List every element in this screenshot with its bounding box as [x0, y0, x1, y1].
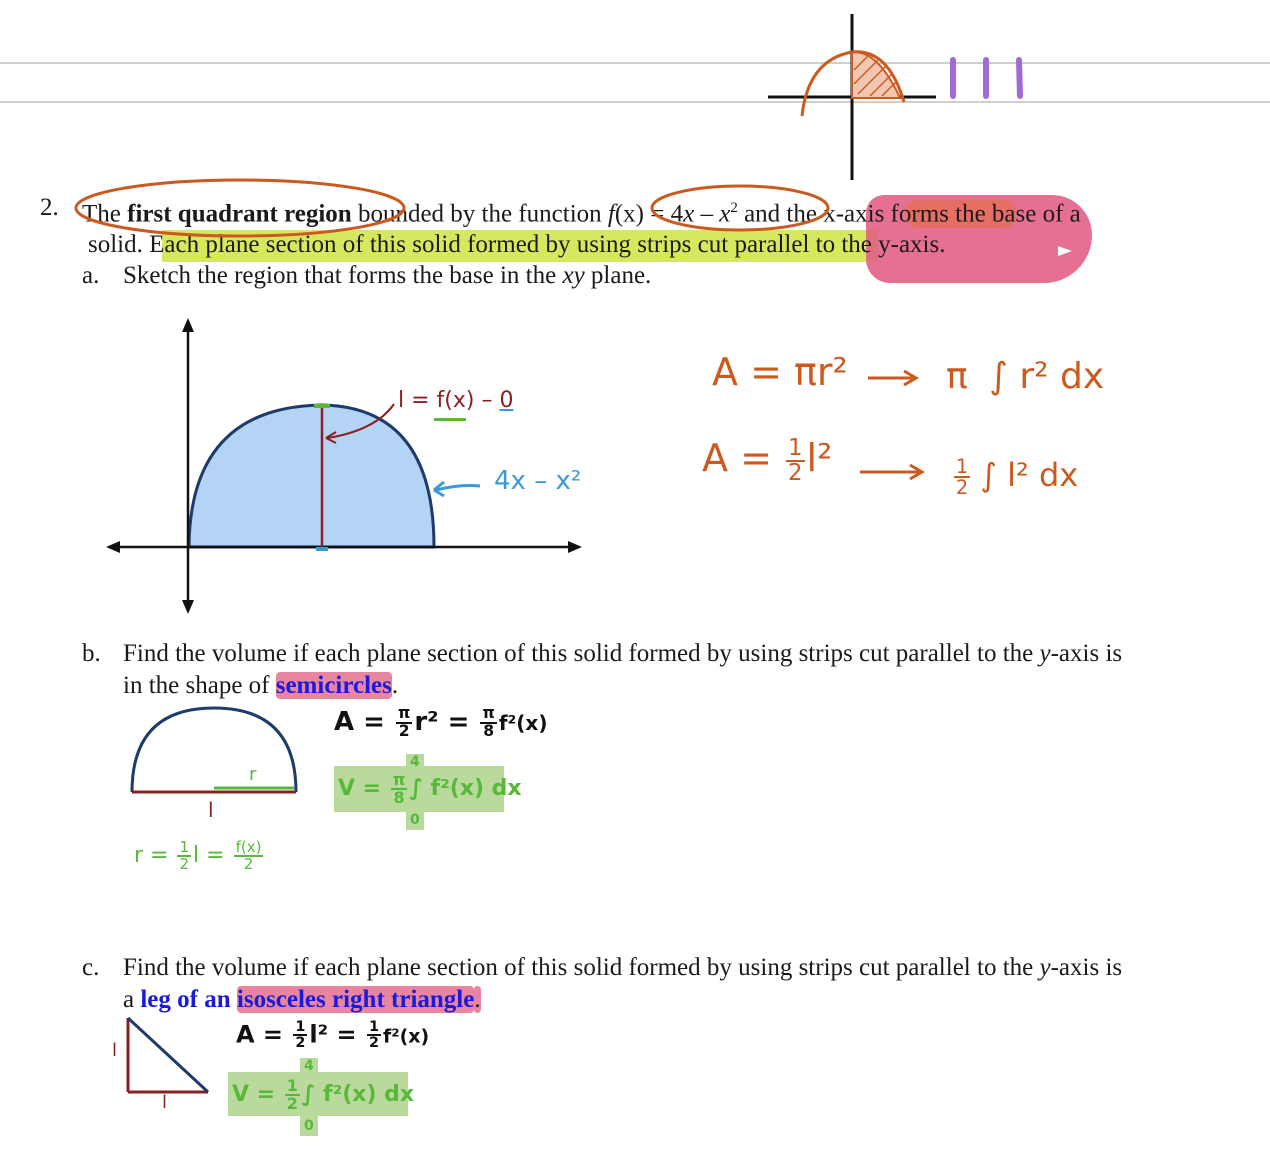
tri-c-a-lead: A =: [236, 1020, 292, 1049]
tri-v-body: ∫ f²(x) dx: [301, 1082, 415, 1107]
part-a-text-1: Sketch the region that forms the base in the: [123, 262, 563, 289]
triangle-base-label: l: [162, 1092, 168, 1113]
tri-c-l-sq: l² =: [309, 1020, 365, 1049]
fx-over-2-den: 2: [243, 855, 254, 873]
period-highlight: .: [474, 986, 481, 1013]
pi-over-2-den: 2: [398, 721, 410, 740]
ruled-line-bottom: [0, 101, 1270, 103]
r-eq-half: [177, 840, 191, 872]
leg-of-an-text: leg of an: [140, 986, 231, 1013]
part-b-y: y: [1039, 640, 1051, 667]
part-b-line-1: [123, 639, 1122, 669]
semicircle-upper-limit: 4: [410, 754, 420, 770]
intro-text-2: bounded by the function: [351, 200, 608, 228]
part-a-text: [123, 261, 651, 291]
intro-bold-phrase: first quadrant region: [127, 200, 352, 228]
tri-c-half-2: [367, 1020, 381, 1051]
fx-over-2: [234, 840, 264, 872]
ruled-line-top: [0, 62, 1270, 64]
white-arrow: [1056, 244, 1076, 258]
pi-over-8: [480, 706, 496, 739]
part-c-text-2: -axis is: [1050, 954, 1123, 981]
part-a-text-2: plane.: [584, 262, 652, 289]
triangle-integral: [952, 456, 1078, 497]
r-eq-half-num: 1: [179, 838, 190, 856]
arrow-2: [858, 462, 928, 482]
y-axis-arrow-down: [182, 600, 194, 614]
circle-function: [652, 186, 828, 230]
tri-v-lead: V =: [232, 1082, 283, 1107]
part-b-text-1: Find the volume if each plane section of this solid formed by using strips cut parallel to the: [123, 640, 1040, 667]
tri-c-half-num: 1: [295, 1019, 306, 1035]
triangle-hypotenuse: [128, 1018, 208, 1092]
part-c-line-1: [123, 953, 1122, 983]
triangle-area-formula: [702, 436, 832, 484]
ink-circles: [60, 172, 840, 262]
vol-pi-over-8: [391, 772, 408, 806]
fx-underline: [434, 418, 466, 421]
func-f: f: [607, 200, 615, 228]
triangle-lower-limit: 0: [304, 1118, 314, 1134]
part-b-text-4: .: [391, 672, 399, 699]
func-minus: –: [694, 200, 720, 228]
tri-int-half-den: 2: [956, 476, 969, 499]
circle-integral-body: ∫ r² dx: [989, 356, 1105, 397]
tri-l-sq: l²: [806, 436, 833, 480]
part-b-label: b.: [82, 640, 101, 667]
tally-marks: [953, 60, 1020, 96]
part-c-line-2: [123, 985, 481, 1015]
part-c-label: c.: [82, 954, 100, 981]
length-label: [398, 388, 513, 413]
semi-a-lead: A =: [334, 707, 395, 738]
semi-v-body: ∫ f²(x) dx: [409, 776, 522, 801]
region-shaded: [189, 405, 434, 547]
length-label-zero: 0: [499, 388, 514, 413]
tri-v-half: [285, 1078, 300, 1112]
triangle-volume-formula: [232, 1078, 414, 1112]
semi-r-sq: r² =: [414, 707, 479, 738]
semicircle-l-label: l: [208, 798, 214, 822]
tri-half-den: 2: [788, 459, 803, 486]
vol-pi-over-8-den: 8: [393, 788, 405, 807]
part-a-label: a.: [82, 262, 100, 289]
semi-f-sq: f²(x): [498, 711, 548, 736]
pi-over-8-num: π: [482, 704, 495, 722]
vol-pi-over-8-num: π: [392, 770, 406, 789]
func-x-2: x: [719, 200, 731, 228]
tri-c-half-2-num: 1: [368, 1019, 379, 1035]
triangle-sketch: [120, 1012, 216, 1100]
intro-text-1: The: [82, 200, 128, 228]
pi-over-8-den: 8: [483, 721, 495, 740]
semicircles-highlight: semicircles: [275, 672, 392, 699]
part-b-text-3: in the shape of: [123, 672, 276, 699]
semicircle-lower-limit: 0: [410, 812, 420, 828]
tri-half-num: 1: [788, 434, 803, 461]
intro-text-3: and the x-axis forms the base of a: [737, 200, 1081, 228]
fx-over-2-num: f(x): [235, 838, 262, 856]
triangle-side-label: l: [112, 1040, 118, 1061]
curve-label: 4x – x²: [494, 466, 582, 496]
r-eq-half-den: 2: [179, 855, 190, 873]
x-axis-arrow-right: [568, 541, 582, 553]
semicircle-sketch: [124, 700, 308, 822]
r-eq-lead: r =: [134, 843, 176, 868]
func-exponent: 2: [730, 200, 738, 216]
semicircle-arc: [132, 708, 296, 792]
part-c-y: y: [1039, 954, 1051, 981]
part-c-text-1: Find the volume if each plane section of this solid formed by using strips cut parallel to the: [123, 954, 1040, 981]
curve-label-arrow: [436, 486, 480, 491]
tri-a-lead: A =: [702, 436, 784, 480]
isosceles-highlight: isosceles right triangle: [236, 986, 475, 1013]
func-x-1: x: [683, 200, 695, 228]
problem-number: 2.: [40, 194, 59, 221]
circle-first-quadrant: [76, 180, 404, 236]
part-b-line-2: [123, 671, 398, 701]
top-sketch: [760, 10, 1040, 185]
length-label-eq: l = f(x) –: [398, 388, 500, 413]
semicircle-area-formula: [334, 706, 547, 739]
part-b-text-2: -axis is: [1050, 640, 1123, 667]
tri-c-half-den: 2: [295, 1035, 306, 1052]
semi-v-lead: V =: [338, 776, 389, 801]
pi-over-2-num: π: [398, 704, 411, 722]
tri-c-f-sq: f²(x): [383, 1025, 430, 1048]
circle-integral: [946, 356, 1104, 397]
circle-integral-pi: π: [946, 356, 968, 397]
part-a-xy: xy: [562, 262, 585, 289]
x-axis-arrow-left: [106, 541, 120, 553]
radius-relation: [134, 840, 265, 872]
line2-highlighted: Each plane section of this solid formed by using strips cut parallel to the y-axis.: [149, 231, 946, 258]
tri-c-half-2-den: 2: [368, 1035, 379, 1052]
y-axis-arrow-up: [182, 318, 194, 332]
line2-text: solid.: [88, 231, 150, 258]
pi-over-2: [396, 706, 412, 739]
r-eq-l: l =: [193, 843, 232, 868]
tri-int-half-num: 1: [956, 454, 969, 478]
triangle-area-formula-c: [236, 1020, 429, 1051]
tri-half: [786, 434, 805, 486]
tri-c-half: [293, 1020, 307, 1051]
func-paren: (x) = 4: [614, 200, 684, 228]
tri-int-body: ∫ l² dx: [980, 456, 1079, 494]
triangle-upper-limit: 4: [304, 1058, 314, 1074]
circle-area-formula: A = πr²: [712, 350, 848, 394]
tri-int-half: [954, 454, 970, 499]
part-c-text-3: a: [123, 986, 141, 1013]
semicircle-r-label: r: [249, 764, 257, 785]
arrow-1: [866, 368, 922, 388]
semicircle-volume-formula: [338, 772, 522, 806]
tri-v-half-num: 1: [286, 1076, 298, 1095]
tri-v-half-den: 2: [286, 1094, 298, 1113]
